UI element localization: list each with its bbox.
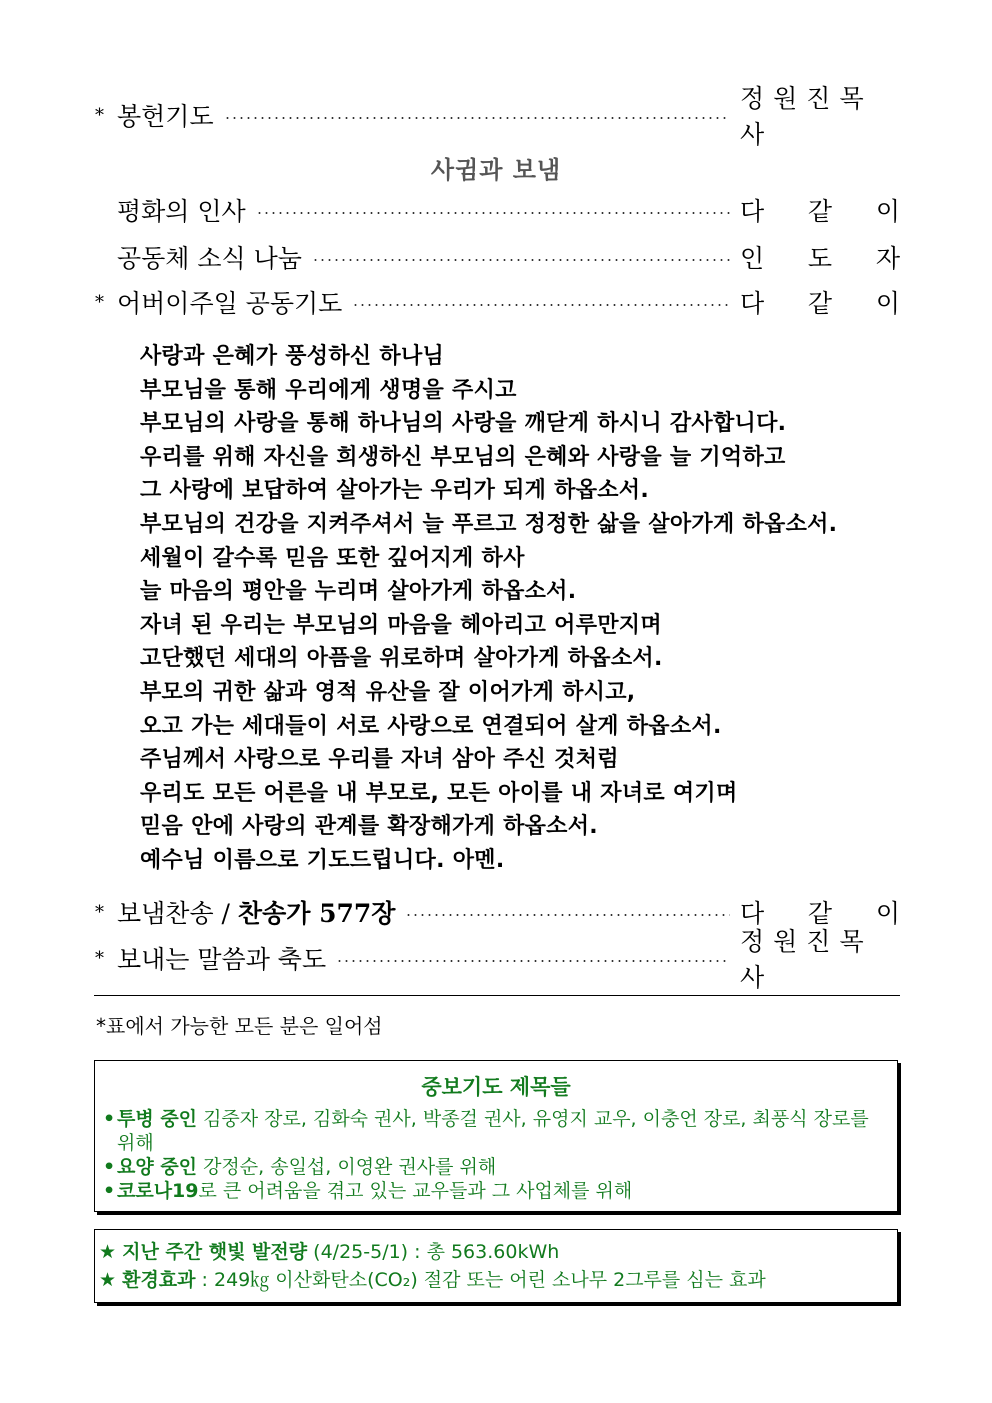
prayer-line: 늘 마음의 평안을 누리며 살아가게 하옵소서. [140,579,577,605]
dotted-leader [405,914,730,916]
leader-char: 같 [807,899,833,928]
row-leader: 정원진목사 [740,927,873,992]
leader-char: 이 [875,197,900,226]
leader-char: 다 [740,289,765,318]
item-head: 투병 중인 [117,1108,198,1130]
intercession-list [103,1107,891,1203]
order-row-peace [95,190,900,230]
prayer-line: 세월이 갈수록 믿음 또한 깊어지게 하사 [140,545,525,571]
bullet: • [103,1108,116,1130]
energy-value: (4/25-5/1) : 총 563.60kWh [307,1241,560,1263]
standing-mark: * [95,291,104,313]
energy-line [99,1238,897,1266]
list-item [103,1179,891,1203]
row-label [117,894,395,930]
item-body: 김중자 장로, 김화숙 권사, 박종걸 권사, 유영지 교우, 이충언 장로, 최풍식 장로를 위해 [117,1108,869,1154]
leader-char: 같 [807,289,833,318]
effect-value: : 249㎏ 이산화탄소(CO₂) 절감 또는 어린 소나무 2그루를 심는 효과 [195,1269,766,1291]
leader-char: 이 [875,899,900,928]
dotted-leader [352,304,730,306]
order-row-offertory-prayer [95,84,900,149]
bullet: • [103,1156,116,1178]
item-text [117,1107,891,1155]
prayer-line: 사랑과 은혜가 풍성하신 하나님 [140,344,445,369]
row-label-part: 보냄찬송 / [117,899,238,928]
prayer-line: 주님께서 사랑으로 우리를 자녀 삼아 주신 것처럼 [140,747,619,773]
leader-char: 자 [875,244,900,273]
row-leader: 정원진목사 [740,84,873,149]
row-label: 평화의 인사 [117,197,246,226]
star-icon: ★ [99,1241,117,1263]
hymn-number: 찬송가 577장 [237,899,396,928]
item-body: 로 큰 어려움을 겪고 있는 교우들과 그 사업체를 위해 [198,1180,633,1202]
standing-mark: * [95,901,104,923]
item-body: 강정순, 송일섭, 이영완 권사를 위해 [197,1156,497,1178]
item-text [117,1179,632,1203]
row-label: 공동체 소식 나눔 [117,244,302,273]
row-leader [740,192,900,228]
prayer-line: 부모님을 통해 우리에게 생명을 주시고 [140,377,517,403]
divider [94,995,900,996]
item-text [117,1155,496,1179]
prayer-line: 우리를 위해 자신을 희생하신 부모님의 은혜와 사랑을 늘 기억하고 [140,444,786,470]
prayer-line: 오고 가는 세대들이 서로 사랑으로 연결되어 살게 하옵소서. [140,713,722,739]
dotted-leader [256,212,730,214]
dotted-leader [336,960,730,962]
dotted-leader [224,117,730,119]
leader-char: 같 [807,197,833,226]
dotted-leader [312,259,730,261]
standing-note: *표에서 가능한 모든 분은 일어섬 [96,1014,383,1038]
intercession-title: 중보기도 제목들 [421,1075,571,1099]
prayer-line: 믿음 안에 사랑의 관계를 확장해가게 하옵소서. [140,814,598,840]
leader-char: 다 [740,197,765,226]
prayer-line: 자녀 된 우리는 부모님의 마음을 헤아리고 어루만지며 [140,612,662,638]
row-leader [740,284,900,320]
parents-day-prayer [140,340,920,878]
prayer-line: 그 사랑에 보답하여 살아가는 우리가 되게 하옵소서. [140,478,650,504]
effect-line [99,1266,897,1294]
item-head: 코로나19 [117,1180,199,1202]
row-leader [740,239,900,275]
leader-char: 인 [740,244,765,273]
row-label: 봉헌기도 [117,102,214,131]
order-row-news [95,237,900,277]
row-label: 보내는 말씀과 축도 [117,945,327,974]
intercession-box [94,1060,898,1212]
item-head: 요양 중인 [117,1156,198,1178]
standing-mark: * [95,104,104,126]
prayer-line: 부모님의 사랑을 통해 하나님의 사랑을 깨닫게 하시니 감사합니다. [140,411,787,437]
star-icon: ★ [99,1269,117,1291]
leader-char: 이 [875,289,900,318]
section-title: 사귐과 보냄 [430,156,562,184]
prayer-line: 부모의 귀한 삶과 영적 유산을 잘 이어가게 하시고, [140,679,636,705]
prayer-line: 우리도 모든 어른을 내 부모로, 모든 아이를 내 자녀로 여기며 [140,780,738,806]
leader-char: 도 [807,244,833,273]
energy-head: 지난 주간 햇빛 발전량 [122,1241,308,1263]
leader-char: 다 [740,899,765,928]
effect-head: 환경효과 [122,1269,196,1291]
row-label: 어버이주일 공동기도 [117,289,343,318]
bullet: • [103,1180,116,1202]
order-row-parents-prayer [95,282,900,322]
list-item [103,1155,891,1179]
solar-energy-box [94,1229,898,1303]
order-row-benediction [95,927,900,992]
list-item [103,1107,891,1155]
prayer-line: 고단했던 세대의 아픔을 위로하며 살아가게 하옵소서. [140,646,663,672]
prayer-line: 부모님의 건강을 지켜주셔서 늘 푸르고 정정한 삶을 살아가게 하옵소서. [140,511,838,537]
standing-mark: * [95,947,104,969]
prayer-line: 예수님 이름으로 기도드립니다. 아멘. [140,847,505,873]
